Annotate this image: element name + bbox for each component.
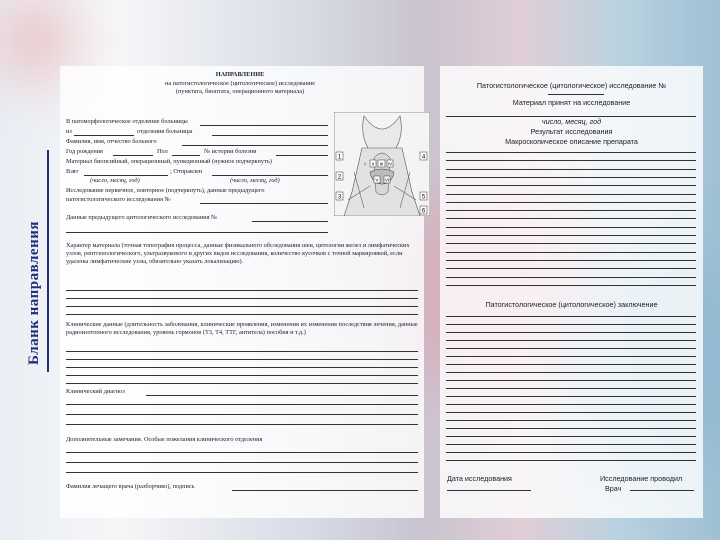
blank-line[interactable]	[446, 160, 696, 161]
field-from-label: из	[66, 128, 72, 135]
blank-line[interactable]	[446, 285, 696, 286]
diagram-zone-label: V	[375, 177, 379, 183]
blank-line[interactable]	[446, 340, 696, 341]
neck-lymph-node-diagram	[334, 112, 430, 216]
field-diagnosis-line[interactable]	[146, 395, 418, 396]
title-divider	[47, 150, 49, 372]
diagram-label: 5	[421, 194, 426, 201]
field-previous-pathology-line[interactable]	[200, 203, 328, 204]
diagram-zone-label: III	[379, 161, 384, 167]
blank-line[interactable]	[66, 298, 418, 299]
blank-line[interactable]	[446, 316, 696, 317]
field-department-line[interactable]	[212, 135, 328, 136]
blank-line[interactable]	[446, 277, 696, 278]
blank-line[interactable]	[446, 420, 696, 421]
blank-line[interactable]	[446, 177, 696, 178]
field-department-label: отделения больницы	[137, 128, 193, 135]
blank-line[interactable]	[446, 428, 696, 429]
blank-line[interactable]	[66, 232, 328, 233]
field-taken-label: Взят	[66, 168, 79, 175]
field-doctor-line[interactable]	[232, 490, 418, 491]
blank-line[interactable]	[446, 260, 696, 261]
blank-line[interactable]	[66, 306, 418, 307]
blank-line[interactable]	[66, 367, 418, 368]
result-number-line[interactable]	[548, 94, 604, 95]
field-sent-label: ; Отправлен	[170, 168, 203, 175]
blank-line[interactable]	[66, 314, 418, 315]
field-previous-cytology-line[interactable]	[252, 221, 328, 222]
field-material-character: Характер материала (точная топография процесса, данные физикального обследования шеи, цитологии желез и лимфатических узлов, рентгенологического, ультразвукового и других видов исследования, количество кусочков с точной маркировкой, если удалены лимфатические узлы, обязательно указать локализацию).	[66, 242, 410, 265]
field-sex-line[interactable]	[172, 155, 200, 156]
field-material-type: Материал биопсийный, операционный, пункционный (нужное подчеркнуть)	[66, 158, 272, 165]
blank-line[interactable]	[446, 324, 696, 325]
side-title: Бланк направления	[26, 221, 42, 365]
field-clinical-data: Клинические данные (длительность заболевания, клинические проявления, изменения их изменения последствия лечения, данные радиоизотопного исследования, уровень гормонов (Т3, Т4, ТТГ, антитела) пособия и т.д.)	[66, 321, 418, 336]
diagram-zone-label: VI	[384, 177, 390, 183]
blank-line[interactable]	[66, 452, 418, 453]
field-previous-cytology-label: Данные предыдущего цитологического исследования №	[66, 214, 217, 221]
blank-line[interactable]	[66, 383, 418, 384]
field-previous-study: Исследование первичное, повторное (подчеркнуть), данные предыдущего	[66, 187, 265, 194]
blank-line[interactable]	[446, 452, 696, 453]
field-hospital-line[interactable]	[200, 125, 328, 126]
result-heading: Результат исследования	[530, 127, 613, 136]
field-sex-label: Пол	[157, 148, 168, 155]
material-received-label: Материал принят на исследование	[512, 98, 631, 107]
blank-line[interactable]	[446, 218, 696, 219]
field-from-line[interactable]	[74, 135, 134, 136]
field-birth-year-label: Год рождения	[66, 148, 103, 155]
blank-line[interactable]	[446, 202, 696, 203]
field-patient-name-line[interactable]	[182, 145, 328, 146]
form-subtitle-2: (пунктата, биоптата, операционного материала)	[175, 88, 305, 95]
blank-line[interactable]	[66, 351, 418, 352]
form-subtitle-1: на патогистологическое (цитологическое) исследование	[164, 80, 316, 87]
blank-line[interactable]	[446, 227, 696, 228]
diagram-zone-label: IV	[387, 161, 393, 167]
field-remarks-label: Дополнительные замечания. Особые пожелания клинического отделения	[66, 436, 263, 443]
blank-line[interactable]	[66, 424, 418, 425]
diagram-label: 1	[337, 154, 342, 161]
blank-line[interactable]	[66, 290, 418, 291]
blank-line[interactable]	[446, 364, 696, 365]
field-sent-hint: (число, месяц, год)	[230, 177, 280, 184]
blank-line[interactable]	[446, 388, 696, 389]
form-title: НАПРАВЛЕНИЕ	[215, 71, 265, 78]
field-diagnosis-label: Клинический диагноз	[66, 388, 125, 395]
field-previous-pathology-label: патогистологического исследования №	[66, 196, 171, 203]
blank-line[interactable]	[66, 404, 418, 405]
field-birth-year-line[interactable]	[113, 155, 153, 156]
blank-line[interactable]	[446, 268, 696, 269]
field-taken-line[interactable]	[84, 175, 168, 176]
diagram-label: 3	[337, 194, 342, 201]
blank-line[interactable]	[446, 444, 696, 445]
blank-line[interactable]	[446, 380, 696, 381]
blank-line[interactable]	[446, 152, 696, 153]
doctor-signature-line[interactable]	[630, 490, 694, 491]
field-doctor-label: Фамилия лечащего врача (разборчиво), подпись	[66, 483, 195, 490]
blank-line[interactable]	[446, 194, 696, 195]
blank-line[interactable]	[446, 169, 696, 170]
diagram-label: 4	[421, 154, 426, 161]
diagram-label: 2	[337, 174, 342, 181]
field-history-label: № истории болезни	[204, 148, 257, 155]
blank-line[interactable]	[66, 414, 418, 415]
blank-line[interactable]	[446, 372, 696, 373]
diagram-zone-label: I	[364, 161, 366, 167]
performed-by-label: Исследование проводил	[600, 474, 683, 483]
macroscopic-heading: Макроскопическое описание препарата	[505, 137, 638, 146]
blank-line[interactable]	[446, 460, 696, 461]
blank-line[interactable]	[66, 472, 418, 473]
study-date-line[interactable]	[447, 490, 531, 491]
blank-line[interactable]	[446, 404, 696, 405]
conclusion-heading: Патогистологическое (цитологическое) заключение	[485, 300, 658, 309]
blank-line[interactable]	[446, 332, 696, 333]
blank-line[interactable]	[446, 356, 696, 357]
blank-line[interactable]	[446, 396, 696, 397]
field-history-line[interactable]	[276, 155, 328, 156]
blank-line[interactable]	[66, 462, 418, 463]
blank-line[interactable]	[66, 359, 418, 360]
blank-line[interactable]	[446, 210, 696, 211]
blank-line[interactable]	[66, 375, 418, 376]
blank-line[interactable]	[446, 185, 696, 186]
received-date-hint: число, месяц, год	[541, 117, 602, 126]
blank-line[interactable]	[446, 235, 696, 236]
field-patient-name-label: Фамилия, имя, отчество больного	[66, 138, 157, 145]
blank-line[interactable]	[446, 412, 696, 413]
result-number-label: Патогистологическое (цитологическое) исследование №	[476, 81, 667, 90]
study-date-label: Дата исследования	[447, 474, 512, 483]
diagram-label: 6	[421, 208, 426, 215]
blank-line[interactable]	[446, 348, 696, 349]
blank-line[interactable]	[446, 436, 696, 437]
blank-line[interactable]	[446, 252, 696, 253]
blank-line[interactable]	[446, 243, 696, 244]
field-hospital-label: В патоморфологическое отделение больницы	[66, 118, 188, 125]
diagram-zone-label: II	[371, 161, 375, 167]
field-taken-hint: (число, месяц, год)	[90, 177, 140, 184]
doctor-label: Врач	[605, 484, 622, 493]
field-sent-line[interactable]	[212, 175, 328, 176]
